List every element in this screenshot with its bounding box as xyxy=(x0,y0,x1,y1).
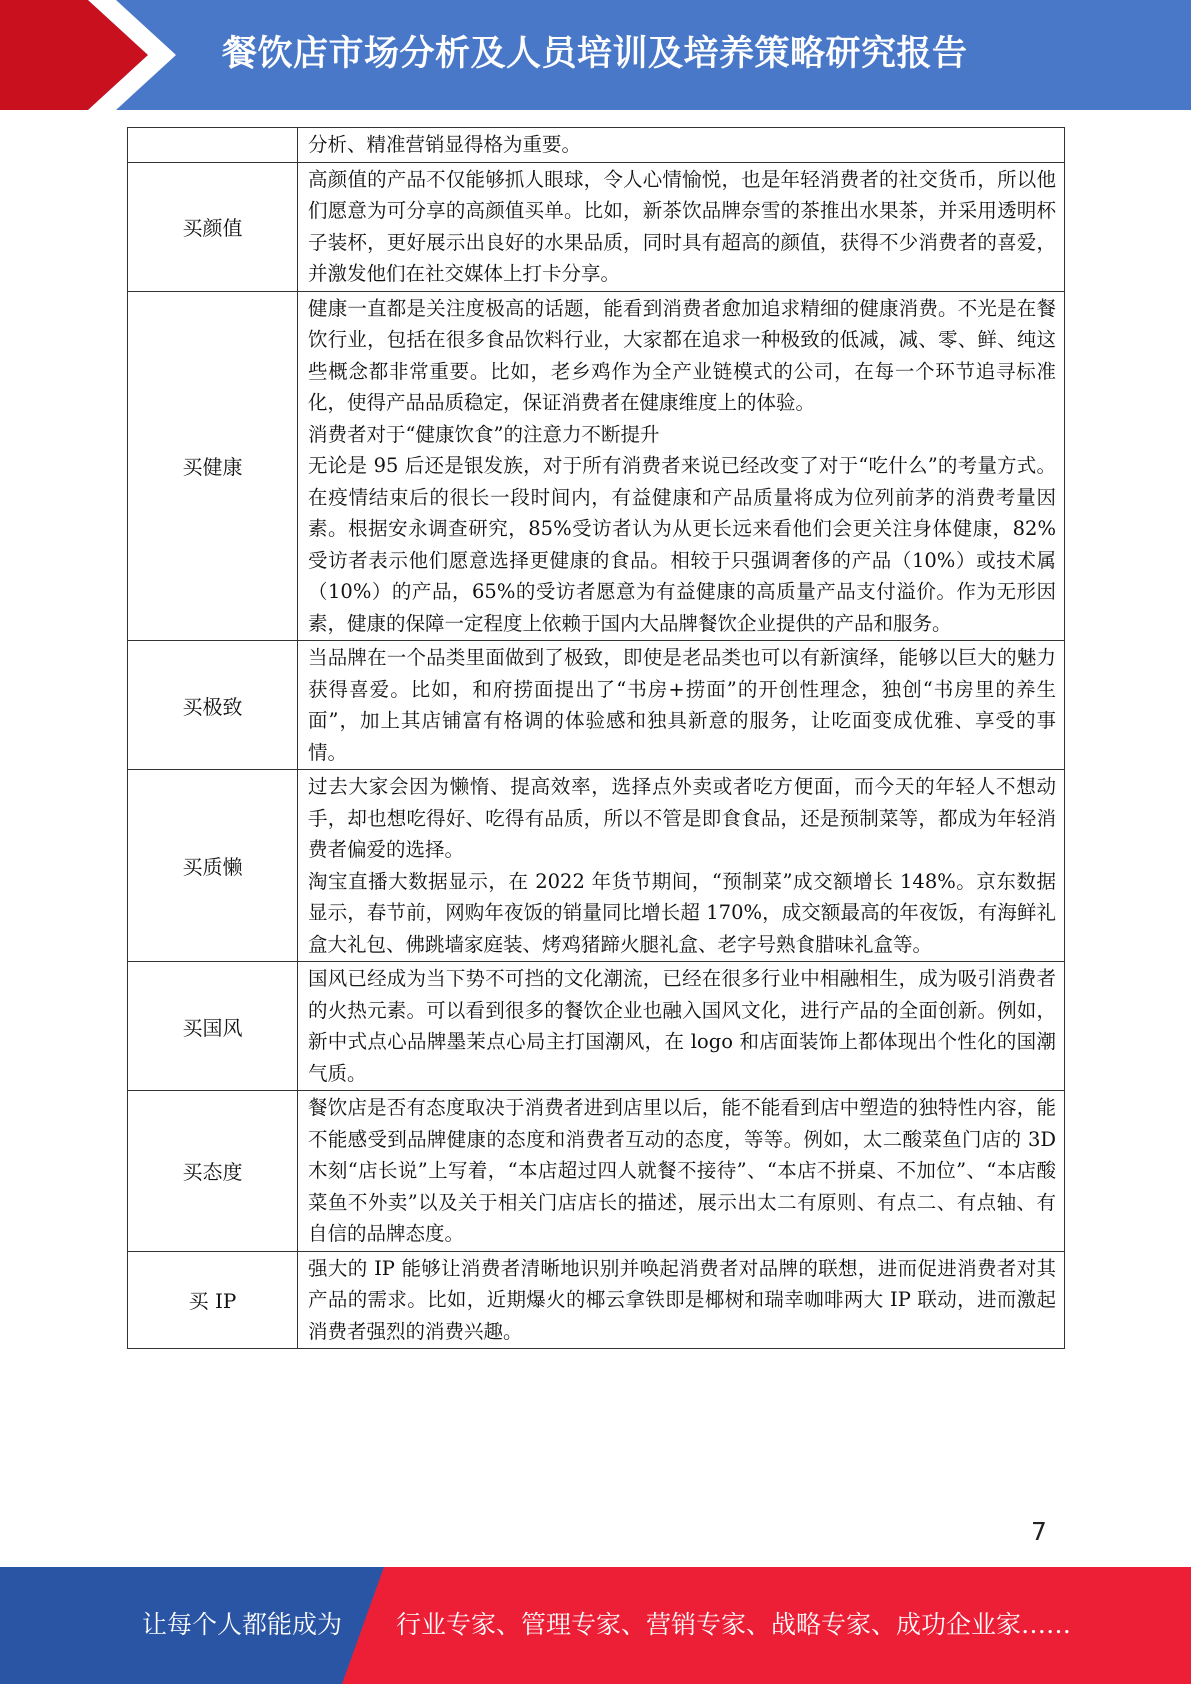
row-label: 买极致 xyxy=(128,641,298,770)
paragraph: 分析、精准营销显得格为重要。 xyxy=(308,133,582,156)
row-label: 买健康 xyxy=(128,291,298,641)
paragraph: 过去大家会因为懒惰、提高效率，选择点外卖或者吃方便面，而今天的年轻人不想动手，却也想吃得好、吃得有品质，所以不管是即食食品，还是预制菜等，都成为年轻消费者偏爱的选择。 xyxy=(308,775,1056,861)
table-row xyxy=(128,770,1065,962)
paragraph: 健康一直都是关注度极高的话题，能看到消费者愈加追求精细的健康消费。不光是在餐饮行业，包括在很多食品饮料行业，大家都在追求一种极致的低减，减、零、鲜、纯这些概念都非常重要。比如，老乡鸡作为全产业链模式的公司，在每一个环节追寻标准化，使得产品品质稳定，保证消费者在健康维度上的体验。 xyxy=(308,296,1056,414)
table-row xyxy=(128,1251,1065,1349)
table-row xyxy=(128,641,1065,770)
paragraph: 强大的 IP 能够让消费者清晰地识别并唤起消费者对品牌的联想，进而促进消费者对其产品的需求。比如，近期爆火的椰云拿铁即是椰树和瑞幸咖啡两大 IP 联动，进而激起消费者强烈的消费兴趣。 xyxy=(308,1256,1056,1343)
paragraph: 高颜值的产品不仅能够抓人眼球，令人心情愉悦，也是年轻消费者的社交货币，所以他们愿意为可分享的高颜值买单。比如，新茶饮品牌奈雪的茶推出水果茶，并采用透明杯子装杯，更好展示出良好的水果品质，同时具有超高的颜值，获得不少消费者的喜爱，并激发他们在社交媒体上打卡分享。 xyxy=(308,167,1056,285)
paragraph: 当品牌在一个品类里面做到了极致，即使是老品类也可以有新演绎，能够以巨大的魅力获得喜爱。比如，和府捞面提出了“书房+捞面”的开创性理念，独创“书房里的养生面”，加上其店铺富有格调的体验感和独具新意的服务，让吃面变成优雅、享受的事情。 xyxy=(308,646,1056,764)
row-label: 买 IP xyxy=(128,1251,298,1349)
paragraph: 淘宝直播大数据显示，在 2022 年货节期间，“预制菜”成交额增长 148%。京东数据显示，春节前，网购年夜饭的销量同比增长超 170%，成交额最高的年夜饭，有海鲜礼盒大礼包、佛跳墙家庭装、烤鸡猪蹄火腿礼盒、老字号熟食腊味礼盒等。 xyxy=(308,869,1056,956)
content-table xyxy=(127,127,1065,1349)
row-label: 买颜值 xyxy=(128,162,298,291)
row-content xyxy=(298,162,1065,291)
table-row xyxy=(128,291,1065,641)
paragraph: 餐饮店是否有态度取决于消费者进到店里以后，能不能看到店中塑造的独特性内容，能不能感受到品牌健康的态度和消费者互动的态度，等等。例如，太二酸菜鱼门店的 3D 木刻“店长说”上写着，“本店超过四人就餐不接待”、“本店不拼桌、不加位”、“本店酸菜鱼不外卖”以及关于相关门店店长的描述，展示出太二有原则、有点二、有点轴、有自信的品牌态度。 xyxy=(308,1096,1056,1245)
paragraph: 消费者对于“健康饮食”的注意力不断提升 xyxy=(308,422,660,446)
table-row xyxy=(128,162,1065,291)
row-content xyxy=(298,770,1065,962)
table-row xyxy=(128,128,1065,163)
row-content xyxy=(298,128,1065,163)
row-label xyxy=(128,128,298,163)
paragraph: 国风已经成为当下势不可挡的文化潮流，已经在很多行业中相融相生，成为吸引消费者的火热元素。可以看到很多的餐饮企业也融入国风文化，进行产品的全面创新。例如，新中式点心品牌墨茉点心局主打国潮风，在 logo 和店面装饰上都体现出个性化的国潮气质。 xyxy=(308,967,1056,1085)
footer-slogan-left: 让每个人都能成为 xyxy=(142,1610,343,1639)
row-content xyxy=(298,962,1065,1091)
header-banner xyxy=(0,0,1191,110)
row-content xyxy=(298,1091,1065,1252)
page-number: 7 xyxy=(1031,1517,1047,1546)
paragraph: 无论是 95 后还是银发族，对于所有消费者来说已经改变了对于“吃什么”的考量方式。在疫情结束后的很长一段时间内，有益健康和产品质量将成为位列前茅的消费考量因素。根据安永调查研究，85%受访者认为从更长远来看他们会更关注身体健康，82%受访者表示他们愿意选择更健康的食品。相较于只强调奢侈的产品（10%）或技术属（10%）的产品，65%的受访者愿意为有益健康的高质量产品支付溢价。作为无形因素，健康的保障一定程度上依赖于国内大品牌餐饮企业提供的产品和服务。 xyxy=(308,454,1056,635)
footer-banner xyxy=(0,1567,1191,1684)
footer-slogan-right: 行业专家、管理专家、营销专家、战略专家、成功企业家…… xyxy=(396,1610,1072,1639)
row-content xyxy=(298,641,1065,770)
row-content xyxy=(298,1251,1065,1349)
row-label: 买质懒 xyxy=(128,770,298,962)
row-content xyxy=(298,291,1065,641)
row-label: 买态度 xyxy=(128,1091,298,1252)
document-title: 餐饮店市场分析及人员培训及培养策略研究报告 xyxy=(222,34,968,74)
row-label: 买国风 xyxy=(128,962,298,1091)
table-row xyxy=(128,1091,1065,1252)
table-row xyxy=(128,962,1065,1091)
